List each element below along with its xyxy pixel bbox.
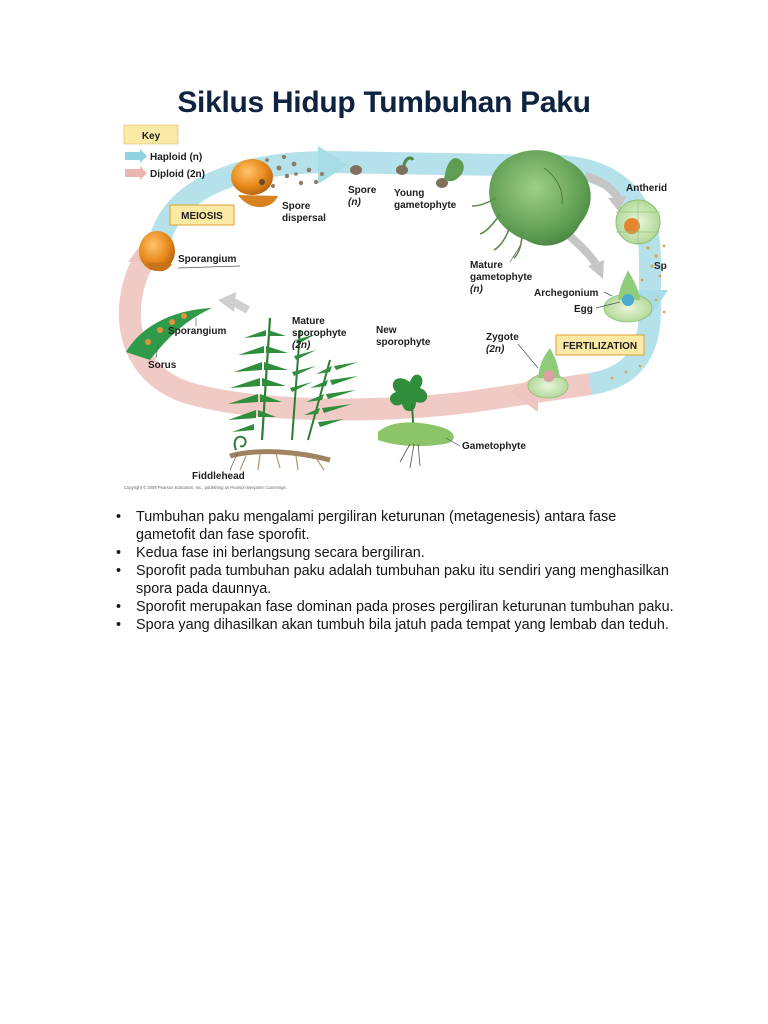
svg-text:Diploid (2n): Diploid (2n) — [150, 169, 205, 180]
svg-text:sporophyte: sporophyte — [292, 328, 347, 339]
svg-text:Fiddlehead: Fiddlehead — [192, 471, 245, 482]
svg-text:Spore: Spore — [282, 201, 311, 212]
svg-text:FERTILIZATION: FERTILIZATION — [562, 341, 638, 352]
svg-text:Sporangium: Sporangium — [178, 254, 237, 265]
svg-text:(n): (n) — [470, 284, 483, 295]
svg-text:Archegonium: Archegonium — [534, 288, 599, 299]
svg-text:sporophyte: sporophyte — [376, 337, 431, 348]
svg-text:Spore: Spore — [348, 185, 377, 196]
fertilization-box — [556, 335, 644, 355]
svg-text:gametophyte: gametophyte — [394, 200, 457, 211]
sporangium-closed — [139, 231, 175, 271]
key-legend — [124, 125, 205, 180]
fiddlehead-coil — [235, 437, 246, 450]
svg-text:Egg: Egg — [574, 304, 593, 315]
svg-text:Haploid (n): Haploid (n) — [150, 152, 203, 163]
svg-text:(2n): (2n) — [486, 344, 505, 355]
svg-text:Antherid: Antherid — [626, 183, 668, 194]
spore — [350, 165, 362, 175]
gametophyte-base — [378, 422, 454, 446]
svg-text:New: New — [376, 325, 397, 336]
svg-text:(n): (n) — [348, 197, 361, 208]
list-item: • Sporofit merupakan fase dominan pada proses pergiliran keturunan tumbuhan paku. — [114, 598, 674, 616]
svg-text:gametophyte: gametophyte — [470, 272, 533, 283]
svg-text:Mature: Mature — [292, 316, 325, 327]
list-item: • Spora yang dihasilkan akan tumbuh bila jatuh pada tempat yang lembab dan teduh. — [114, 616, 674, 634]
list-item: • Kedua fase ini berlangsung secara bergiliran. — [114, 544, 674, 562]
svg-text:Zygote: Zygote — [486, 332, 519, 343]
bullet-list — [114, 508, 674, 634]
svg-text:Sp: Sp — [654, 261, 667, 272]
list-item: • Tumbuhan paku mengalami pergiliran keturunan (metagenesis) antara fase gametofit dan fase sporofit. — [114, 508, 674, 544]
copyright-line: Copyright © 2008 Pearson Education, Inc., publishing as Pearson Benjamin Cummings. — [124, 485, 287, 490]
page-title: Siklus Hidup Tumbuhan Paku — [177, 86, 591, 119]
svg-text:dispersal: dispersal — [282, 213, 326, 224]
new-sporophyte — [378, 375, 454, 468]
svg-text:Gametophyte: Gametophyte — [462, 441, 526, 452]
svg-text:MEIOSIS: MEIOSIS — [181, 211, 223, 222]
svg-text:(2n): (2n) — [292, 340, 311, 351]
svg-text:Sporangium: Sporangium — [168, 326, 227, 337]
svg-text:Sorus: Sorus — [148, 360, 177, 371]
antheridium — [616, 200, 660, 244]
svg-text:Young: Young — [394, 188, 425, 199]
list-item: • Sporofit pada tumbuhan paku adalah tumbuhan paku itu sendiri yang menghasilkan spora pada daunnya. — [114, 562, 674, 598]
svg-text:Key: Key — [141, 131, 161, 142]
meiosis-box — [170, 205, 234, 225]
svg-text:Mature: Mature — [470, 260, 503, 271]
